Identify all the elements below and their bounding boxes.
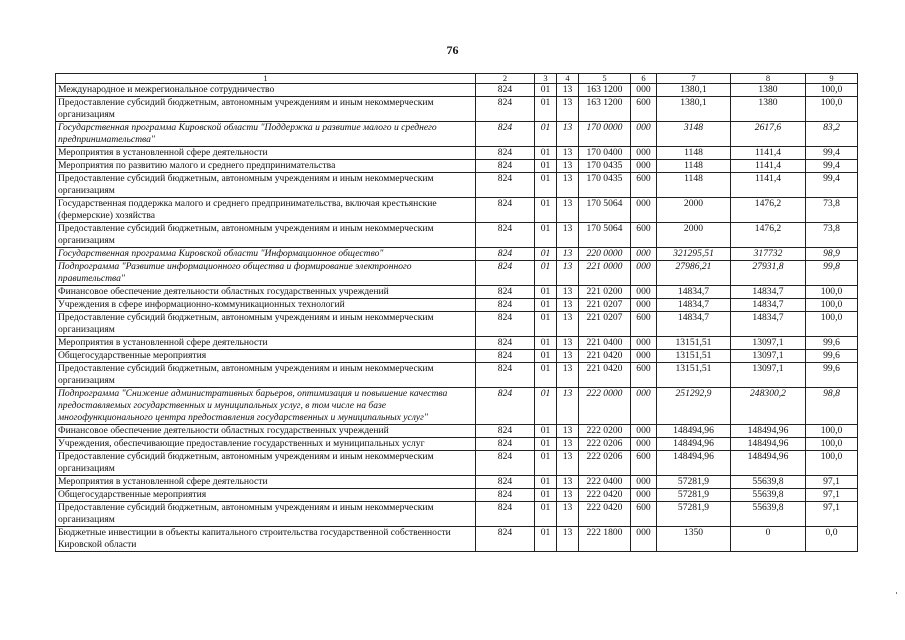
row-fact-cell: 27931,8 xyxy=(731,261,806,286)
row-subsection-cell: 13 xyxy=(557,84,579,97)
row-section-cell: 01 xyxy=(535,438,557,451)
table-row xyxy=(56,451,858,476)
row-expense-type-cell: 600 xyxy=(631,363,657,388)
row-plan-cell: 14834,7 xyxy=(657,299,731,312)
row-percent-cell: 99,4 xyxy=(806,160,858,173)
row-name-cell: Предоставление субсидий бюджетным, автономным учреждениям и иным некоммерческим организациям xyxy=(56,451,476,476)
row-name-cell: Государственная программа Кировской области "Информационное общество" xyxy=(56,248,476,261)
row-article-cell: 222 0420 xyxy=(579,502,631,527)
row-expense-type-cell: 000 xyxy=(631,160,657,173)
page-number: 76 xyxy=(446,43,459,57)
row-code-cell: 824 xyxy=(476,261,535,286)
row-section-cell: 01 xyxy=(535,527,557,552)
row-section-cell: 01 xyxy=(535,388,557,425)
row-fact-cell: 14834,7 xyxy=(731,286,806,299)
row-name-cell: Подпрограмма "Развитие информационного общества и формирование электронного правительства" xyxy=(56,261,476,286)
header-cell: 8 xyxy=(731,74,806,84)
row-fact-cell: 13097,1 xyxy=(731,363,806,388)
row-section-cell: 01 xyxy=(535,198,557,223)
table-header-row xyxy=(56,74,858,84)
row-fact-cell: 1141,4 xyxy=(731,173,806,198)
row-article-cell: 222 0420 xyxy=(579,489,631,502)
row-section-cell: 01 xyxy=(535,84,557,97)
row-expense-type-cell: 000 xyxy=(631,198,657,223)
budget-table xyxy=(55,73,858,552)
row-plan-cell: 2000 xyxy=(657,198,731,223)
row-percent-cell: 100,0 xyxy=(806,286,858,299)
row-name-cell: Предоставление субсидий бюджетным, автономным учреждениям и иным некоммерческим организациям xyxy=(56,312,476,337)
row-article-cell: 222 0400 xyxy=(579,476,631,489)
row-article-cell: 163 1200 xyxy=(579,84,631,97)
row-article-cell: 221 0207 xyxy=(579,312,631,337)
row-subsection-cell: 13 xyxy=(557,248,579,261)
row-name-cell: Предоставление субсидий бюджетным, автономным учреждениям и иным некоммерческим организациям xyxy=(56,363,476,388)
row-section-cell: 01 xyxy=(535,502,557,527)
row-code-cell: 824 xyxy=(476,223,535,248)
row-plan-cell: 27986,21 xyxy=(657,261,731,286)
row-article-cell: 221 0400 xyxy=(579,337,631,350)
row-expense-type-cell: 000 xyxy=(631,122,657,147)
row-fact-cell: 148494,96 xyxy=(731,438,806,451)
row-plan-cell: 13151,51 xyxy=(657,350,731,363)
row-section-cell: 01 xyxy=(535,223,557,248)
row-name-cell: Государственная поддержка малого и среднего предпринимательства, включая крестьянские (фермерские) хозяйства xyxy=(56,198,476,223)
row-section-cell: 01 xyxy=(535,425,557,438)
row-article-cell: 221 0420 xyxy=(579,350,631,363)
row-subsection-cell: 13 xyxy=(557,451,579,476)
row-percent-cell: 98,9 xyxy=(806,248,858,261)
row-code-cell: 824 xyxy=(476,97,535,122)
row-code-cell: 824 xyxy=(476,502,535,527)
row-percent-cell: 100,0 xyxy=(806,438,858,451)
row-subsection-cell: 13 xyxy=(557,476,579,489)
table-row xyxy=(56,160,858,173)
row-plan-cell: 1350 xyxy=(657,527,731,552)
row-name-cell: Бюджетные инвестиции в объекты капитального строительства государственной собственности Кировской области xyxy=(56,527,476,552)
row-article-cell: 163 1200 xyxy=(579,97,631,122)
row-article-cell: 170 5064 xyxy=(579,198,631,223)
row-plan-cell: 13151,51 xyxy=(657,363,731,388)
row-article-cell: 170 0000 xyxy=(579,122,631,147)
row-subsection-cell: 13 xyxy=(557,147,579,160)
row-percent-cell: 99,6 xyxy=(806,337,858,350)
row-percent-cell: 99,8 xyxy=(806,261,858,286)
row-percent-cell: 99,4 xyxy=(806,147,858,160)
row-code-cell: 824 xyxy=(476,337,535,350)
row-subsection-cell: 13 xyxy=(557,286,579,299)
row-name-cell: Общегосударственные мероприятия xyxy=(56,350,476,363)
row-plan-cell: 14834,7 xyxy=(657,286,731,299)
row-subsection-cell: 13 xyxy=(557,160,579,173)
header-cell: 9 xyxy=(806,74,858,84)
table-row xyxy=(56,248,858,261)
header-cell: 4 xyxy=(557,74,579,84)
row-code-cell: 824 xyxy=(476,286,535,299)
table-row xyxy=(56,147,858,160)
row-expense-type-cell: 600 xyxy=(631,451,657,476)
row-name-cell: Финансовое обеспечение деятельности областных государственных учреждений xyxy=(56,425,476,438)
table-row xyxy=(56,527,858,552)
row-article-cell: 221 0420 xyxy=(579,363,631,388)
table-row xyxy=(56,489,858,502)
row-expense-type-cell: 600 xyxy=(631,173,657,198)
row-subsection-cell: 13 xyxy=(557,502,579,527)
row-section-cell: 01 xyxy=(535,489,557,502)
row-code-cell: 824 xyxy=(476,122,535,147)
row-expense-type-cell: 600 xyxy=(631,312,657,337)
row-fact-cell: 0 xyxy=(731,527,806,552)
row-fact-cell: 1380 xyxy=(731,84,806,97)
row-percent-cell: 99,4 xyxy=(806,173,858,198)
row-name-cell: Учреждения, обеспечивающие предоставление государственных и муниципальных услуг xyxy=(56,438,476,451)
row-subsection-cell: 13 xyxy=(557,337,579,350)
table-row xyxy=(56,438,858,451)
row-percent-cell: 97,1 xyxy=(806,502,858,527)
row-plan-cell: 251292,9 xyxy=(657,388,731,425)
row-code-cell: 824 xyxy=(476,173,535,198)
table-row xyxy=(56,337,858,350)
row-subsection-cell: 13 xyxy=(557,299,579,312)
row-percent-cell: 97,1 xyxy=(806,476,858,489)
row-article-cell: 170 0435 xyxy=(579,173,631,198)
row-name-cell: Предоставление субсидий бюджетным, автономным учреждениям и иным некоммерческим организациям xyxy=(56,173,476,198)
row-section-cell: 01 xyxy=(535,476,557,489)
row-section-cell: 01 xyxy=(535,286,557,299)
row-name-cell: Международное и межрегиональное сотрудничество xyxy=(56,84,476,97)
row-fact-cell: 55639,8 xyxy=(731,489,806,502)
row-percent-cell: 99,6 xyxy=(806,363,858,388)
row-subsection-cell: 13 xyxy=(557,527,579,552)
row-subsection-cell: 13 xyxy=(557,312,579,337)
row-code-cell: 824 xyxy=(476,299,535,312)
row-expense-type-cell: 000 xyxy=(631,350,657,363)
row-percent-cell: 73,8 xyxy=(806,198,858,223)
row-fact-cell: 1141,4 xyxy=(731,160,806,173)
row-code-cell: 824 xyxy=(476,438,535,451)
row-subsection-cell: 13 xyxy=(557,223,579,248)
row-subsection-cell: 13 xyxy=(557,388,579,425)
row-article-cell: 222 0000 xyxy=(579,388,631,425)
row-fact-cell: 248300,2 xyxy=(731,388,806,425)
row-code-cell: 824 xyxy=(476,451,535,476)
row-percent-cell: 100,0 xyxy=(806,299,858,312)
row-name-cell: Мероприятия по развитию малого и среднего предпринимательства xyxy=(56,160,476,173)
row-article-cell: 221 0200 xyxy=(579,286,631,299)
row-section-cell: 01 xyxy=(535,122,557,147)
row-fact-cell: 1476,2 xyxy=(731,223,806,248)
header-cell: 1 xyxy=(56,74,476,84)
row-name-cell: Государственная программа Кировской области "Поддержка и развитие малого и среднего предпринимательства" xyxy=(56,122,476,147)
scan-mark xyxy=(896,592,897,594)
row-code-cell: 824 xyxy=(476,363,535,388)
table-row xyxy=(56,173,858,198)
row-fact-cell: 148494,96 xyxy=(731,451,806,476)
row-name-cell: Подпрограмма "Снижение административных барьеров, оптимизация и повышение качества предоставляемых государственных и муниципальных услуг, в том числе на базе многофункционального центра предоставления государственных и муниципальных услуг" xyxy=(56,388,476,425)
table-row xyxy=(56,84,858,97)
row-code-cell: 824 xyxy=(476,160,535,173)
row-fact-cell: 14834,7 xyxy=(731,312,806,337)
row-article-cell: 221 0207 xyxy=(579,299,631,312)
row-subsection-cell: 13 xyxy=(557,198,579,223)
row-article-cell: 222 0206 xyxy=(579,438,631,451)
row-plan-cell: 321295,51 xyxy=(657,248,731,261)
row-expense-type-cell: 000 xyxy=(631,476,657,489)
row-subsection-cell: 13 xyxy=(557,438,579,451)
row-name-cell: Предоставление субсидий бюджетным, автономным учреждениям и иным некоммерческим организациям xyxy=(56,502,476,527)
row-code-cell: 824 xyxy=(476,527,535,552)
row-fact-cell: 55639,8 xyxy=(731,476,806,489)
header-cell: 2 xyxy=(476,74,535,84)
table-row xyxy=(56,350,858,363)
row-name-cell: Учреждения в сфере информационно-коммуникационных технологий xyxy=(56,299,476,312)
row-percent-cell: 99,6 xyxy=(806,350,858,363)
row-plan-cell: 1380,1 xyxy=(657,97,731,122)
table-row xyxy=(56,286,858,299)
table-row xyxy=(56,223,858,248)
row-name-cell: Предоставление субсидий бюджетным, автономным учреждениям и иным некоммерческим организациям xyxy=(56,223,476,248)
row-percent-cell: 100,0 xyxy=(806,84,858,97)
row-section-cell: 01 xyxy=(535,451,557,476)
row-fact-cell: 13097,1 xyxy=(731,350,806,363)
row-fact-cell: 55639,8 xyxy=(731,502,806,527)
row-fact-cell: 2617,6 xyxy=(731,122,806,147)
row-fact-cell: 1476,2 xyxy=(731,198,806,223)
table-row xyxy=(56,363,858,388)
row-article-cell: 222 1800 xyxy=(579,527,631,552)
table-row xyxy=(56,122,858,147)
row-subsection-cell: 13 xyxy=(557,173,579,198)
row-plan-cell: 148494,96 xyxy=(657,451,731,476)
row-expense-type-cell: 000 xyxy=(631,527,657,552)
row-code-cell: 824 xyxy=(476,147,535,160)
row-percent-cell: 73,8 xyxy=(806,223,858,248)
row-expense-type-cell: 600 xyxy=(631,502,657,527)
table-row xyxy=(56,198,858,223)
row-plan-cell: 3148 xyxy=(657,122,731,147)
row-section-cell: 01 xyxy=(535,363,557,388)
table-row xyxy=(56,476,858,489)
row-plan-cell: 2000 xyxy=(657,223,731,248)
row-expense-type-cell: 000 xyxy=(631,299,657,312)
row-plan-cell: 57281,9 xyxy=(657,502,731,527)
row-expense-type-cell: 000 xyxy=(631,489,657,502)
row-name-cell: Предоставление субсидий бюджетным, автономным учреждениям и иным некоммерческим организациям xyxy=(56,97,476,122)
row-plan-cell: 57281,9 xyxy=(657,476,731,489)
header-cell: 5 xyxy=(579,74,631,84)
row-fact-cell: 1141,4 xyxy=(731,147,806,160)
row-plan-cell: 57281,9 xyxy=(657,489,731,502)
row-expense-type-cell: 600 xyxy=(631,223,657,248)
row-section-cell: 01 xyxy=(535,173,557,198)
header-cell: 6 xyxy=(631,74,657,84)
header-cell: 7 xyxy=(657,74,731,84)
row-percent-cell: 83,2 xyxy=(806,122,858,147)
row-expense-type-cell: 000 xyxy=(631,388,657,425)
row-subsection-cell: 13 xyxy=(557,425,579,438)
row-expense-type-cell: 000 xyxy=(631,248,657,261)
row-section-cell: 01 xyxy=(535,299,557,312)
row-fact-cell: 1380 xyxy=(731,97,806,122)
row-expense-type-cell: 000 xyxy=(631,147,657,160)
table-row xyxy=(56,388,858,425)
row-expense-type-cell: 000 xyxy=(631,425,657,438)
row-section-cell: 01 xyxy=(535,261,557,286)
row-subsection-cell: 13 xyxy=(557,261,579,286)
row-article-cell: 221 0000 xyxy=(579,261,631,286)
header-cell: 3 xyxy=(535,74,557,84)
row-plan-cell: 14834,7 xyxy=(657,312,731,337)
row-name-cell: Мероприятия в установленной сфере деятельности xyxy=(56,337,476,350)
table-row xyxy=(56,261,858,286)
row-expense-type-cell: 600 xyxy=(631,97,657,122)
row-name-cell: Мероприятия в установленной сфере деятельности xyxy=(56,476,476,489)
row-fact-cell: 14834,7 xyxy=(731,299,806,312)
row-article-cell: 220 0000 xyxy=(579,248,631,261)
row-section-cell: 01 xyxy=(535,248,557,261)
row-percent-cell: 100,0 xyxy=(806,425,858,438)
row-expense-type-cell: 000 xyxy=(631,261,657,286)
row-article-cell: 222 0200 xyxy=(579,425,631,438)
row-code-cell: 824 xyxy=(476,489,535,502)
row-name-cell: Общегосударственные мероприятия xyxy=(56,489,476,502)
row-percent-cell: 98,8 xyxy=(806,388,858,425)
row-plan-cell: 1148 xyxy=(657,147,731,160)
table-row xyxy=(56,425,858,438)
table-row xyxy=(56,312,858,337)
row-code-cell: 824 xyxy=(476,84,535,97)
row-article-cell: 170 0400 xyxy=(579,147,631,160)
row-percent-cell: 100,0 xyxy=(806,451,858,476)
row-percent-cell: 100,0 xyxy=(806,97,858,122)
row-code-cell: 824 xyxy=(476,388,535,425)
row-article-cell: 170 0435 xyxy=(579,160,631,173)
row-expense-type-cell: 000 xyxy=(631,438,657,451)
row-section-cell: 01 xyxy=(535,160,557,173)
row-plan-cell: 1380,1 xyxy=(657,84,731,97)
row-code-cell: 824 xyxy=(476,312,535,337)
row-section-cell: 01 xyxy=(535,147,557,160)
row-expense-type-cell: 000 xyxy=(631,337,657,350)
row-plan-cell: 148494,96 xyxy=(657,438,731,451)
row-plan-cell: 148494,96 xyxy=(657,425,731,438)
row-article-cell: 170 5064 xyxy=(579,223,631,248)
row-plan-cell: 1148 xyxy=(657,160,731,173)
table-row xyxy=(56,299,858,312)
row-percent-cell: 0,0 xyxy=(806,527,858,552)
row-section-cell: 01 xyxy=(535,337,557,350)
table-row xyxy=(56,97,858,122)
row-fact-cell: 317732 xyxy=(731,248,806,261)
row-percent-cell: 100,0 xyxy=(806,312,858,337)
row-subsection-cell: 13 xyxy=(557,489,579,502)
row-expense-type-cell: 000 xyxy=(631,286,657,299)
row-fact-cell: 13097,1 xyxy=(731,337,806,350)
row-code-cell: 824 xyxy=(476,198,535,223)
row-subsection-cell: 13 xyxy=(557,97,579,122)
row-name-cell: Мероприятия в установленной сфере деятельности xyxy=(56,147,476,160)
row-percent-cell: 97,1 xyxy=(806,489,858,502)
row-expense-type-cell: 000 xyxy=(631,84,657,97)
row-code-cell: 824 xyxy=(476,248,535,261)
row-plan-cell: 13151,51 xyxy=(657,337,731,350)
row-subsection-cell: 13 xyxy=(557,363,579,388)
row-subsection-cell: 13 xyxy=(557,122,579,147)
row-section-cell: 01 xyxy=(535,312,557,337)
row-section-cell: 01 xyxy=(535,350,557,363)
row-section-cell: 01 xyxy=(535,97,557,122)
table-row xyxy=(56,502,858,527)
row-code-cell: 824 xyxy=(476,476,535,489)
row-code-cell: 824 xyxy=(476,425,535,438)
row-plan-cell: 1148 xyxy=(657,173,731,198)
row-fact-cell: 148494,96 xyxy=(731,425,806,438)
row-subsection-cell: 13 xyxy=(557,350,579,363)
row-name-cell: Финансовое обеспечение деятельности областных государственных учреждений xyxy=(56,286,476,299)
row-code-cell: 824 xyxy=(476,350,535,363)
row-article-cell: 222 0206 xyxy=(579,451,631,476)
